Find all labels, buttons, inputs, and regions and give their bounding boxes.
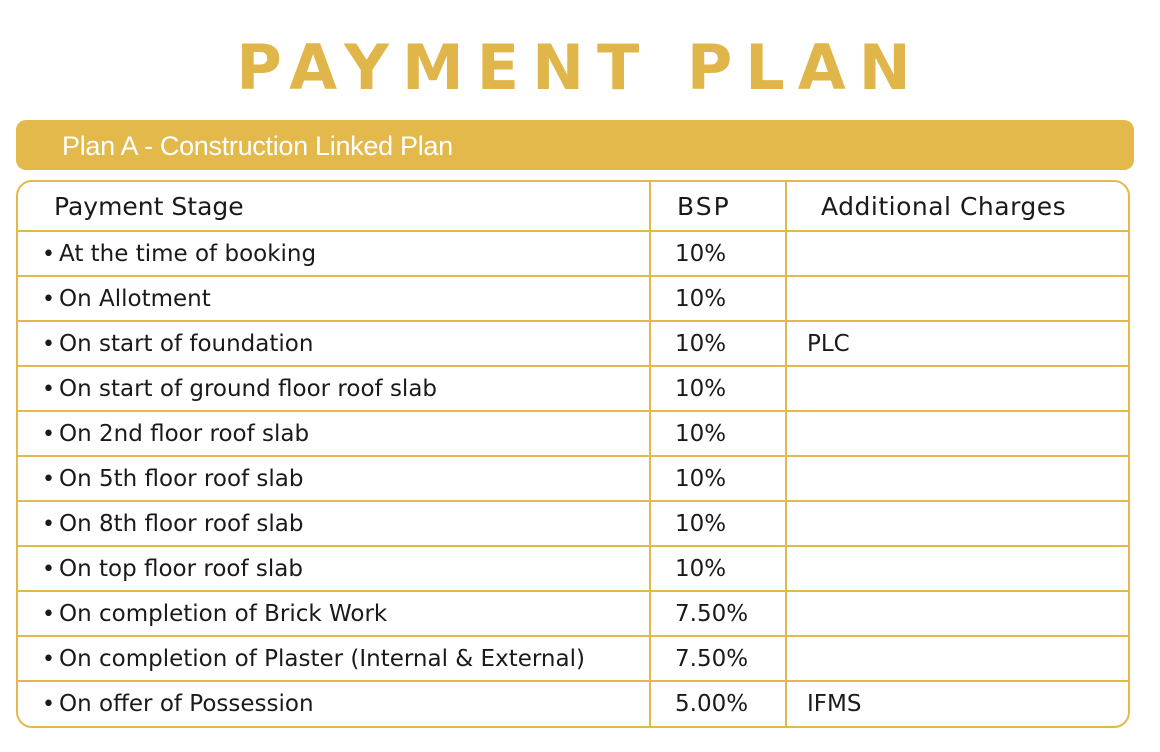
bsp-cell: 10% — [650, 411, 786, 456]
additional-cell — [786, 501, 1128, 546]
bsp-cell: 7.50% — [650, 591, 786, 636]
plan-label: Plan A - Construction Linked Plan — [62, 131, 453, 161]
header-additional-charges: Additional Charges — [786, 182, 1128, 231]
additional-cell: PLC — [786, 321, 1128, 366]
table-row — [18, 456, 1128, 501]
table-row — [18, 636, 1128, 681]
bullet-icon: • — [42, 286, 55, 312]
table-row — [18, 411, 1128, 456]
bullet-icon: • — [42, 466, 55, 492]
table-row — [18, 231, 1128, 276]
table-row — [18, 546, 1128, 591]
stage-text: At the time of booking — [59, 240, 317, 267]
additional-cell — [786, 411, 1128, 456]
payment-table — [18, 182, 1128, 726]
additional-cell — [786, 276, 1128, 321]
bullet-icon: • — [42, 646, 55, 672]
additional-cell — [786, 546, 1128, 591]
stage-text: On completion of Brick Work — [59, 600, 388, 627]
additional-cell — [786, 231, 1128, 276]
plan-header-bar — [16, 120, 1134, 170]
stage-text: On 2nd floor roof slab — [59, 420, 310, 447]
bsp-cell: 5.00% — [650, 681, 786, 726]
table-header-row — [18, 182, 1128, 231]
bsp-cell: 10% — [650, 546, 786, 591]
additional-cell — [786, 366, 1128, 411]
bullet-icon: • — [42, 376, 55, 402]
header-payment-stage: Payment Stage — [18, 182, 650, 231]
stage-text: On completion of Plaster (Internal & External) — [59, 645, 585, 672]
stage-cell — [18, 231, 650, 276]
bsp-cell: 10% — [650, 501, 786, 546]
bsp-cell: 10% — [650, 366, 786, 411]
bullet-icon: • — [42, 241, 55, 267]
additional-cell — [786, 591, 1128, 636]
stage-cell — [18, 501, 650, 546]
table-row — [18, 501, 1128, 546]
additional-cell — [786, 636, 1128, 681]
bsp-cell: 10% — [650, 456, 786, 501]
table-row — [18, 591, 1128, 636]
stage-text: On start of ground floor roof slab — [59, 375, 438, 402]
stage-text: On offer of Possession — [59, 691, 314, 717]
stage-text: On 8th floor roof slab — [59, 510, 304, 537]
stage-text: On top floor roof slab — [59, 555, 303, 582]
stage-cell — [18, 681, 650, 726]
bullet-icon: • — [42, 601, 55, 627]
bsp-cell: 10% — [650, 321, 786, 366]
bsp-cell: 7.50% — [650, 636, 786, 681]
additional-cell — [786, 456, 1128, 501]
bullet-icon: • — [42, 511, 55, 537]
page-title: PAYMENT PLAN — [236, 31, 924, 104]
stage-text: On Allotment — [59, 285, 211, 312]
bullet-icon: • — [42, 556, 55, 582]
bsp-cell: 10% — [650, 276, 786, 321]
stage-cell — [18, 591, 650, 636]
stage-cell — [18, 276, 650, 321]
additional-cell: IFMS — [786, 681, 1128, 726]
bullet-icon: • — [42, 421, 55, 447]
table-row — [18, 681, 1128, 726]
stage-cell — [18, 366, 650, 411]
table-row — [18, 276, 1128, 321]
payment-table-container — [16, 180, 1130, 728]
stage-cell — [18, 411, 650, 456]
stage-text: On start of foundation — [59, 330, 314, 357]
stage-cell — [18, 456, 650, 501]
stage-cell — [18, 546, 650, 591]
bullet-icon: • — [42, 331, 55, 357]
stage-cell — [18, 321, 650, 366]
stage-cell — [18, 636, 650, 681]
stage-text: On 5th floor roof slab — [59, 465, 304, 492]
bsp-cell: 10% — [650, 231, 786, 276]
header-bsp: BSP — [650, 182, 786, 231]
bullet-icon: • — [42, 692, 55, 717]
table-row — [18, 321, 1128, 366]
table-row — [18, 366, 1128, 411]
